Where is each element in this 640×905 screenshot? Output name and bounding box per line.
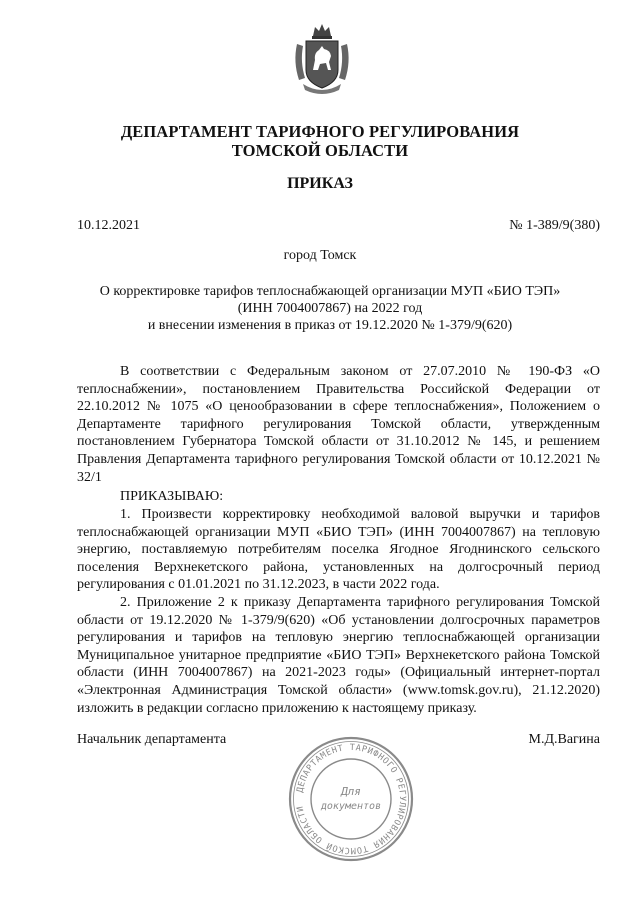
subject-line2: (ИНН 7004007867) на 2022 год (237, 301, 423, 316)
subject-line1: О корректировке тарифов теплоснабжающей организации МУП «БИО ТЭП» (99, 284, 561, 299)
department-title-line2: ТОМСКОЙ ОБЛАСТИ (231, 141, 409, 160)
preamble-paragraph: В соответствии с Федеральным законом от 27.07.2010 № 190-ФЗ «О теплоснабжении», постановлением Правительства Российской Федерации от 22.10.2012 № 1075 «О ценообразовании в сфере теплоснабжения», Положением о Департаменте тарифного регулирования Томской области, утвержденным постановлением Губернатора Томской области от 31.10.2012 № 145, и решением Правления Департамента тарифного регулирования Томской области от 10.12.2021 № 32/1 (77, 364, 600, 485)
stamp-center-line1: Для (341, 785, 361, 798)
order-date: 10.12.2021 (77, 218, 140, 233)
signer-role: Начальник департамента (77, 732, 227, 747)
stamp-ring-text: ДЕПАРТАМЕНТ ТАРИФНОГО РЕГУЛИРОВАНИЯ ТОМСКОЙ ОБЛАСТИ (295, 742, 408, 856)
coat-of-arms-emblem (291, 22, 353, 98)
svg-text:ДЕПАРТАМЕНТ ТАРИФНОГО РЕГУЛИРО (295, 743, 407, 855)
order-subject (60, 283, 600, 334)
signer-name: М.Д.Вагина (528, 732, 600, 747)
official-stamp (287, 735, 415, 863)
city-line: город Томск (283, 248, 357, 263)
document-type-title: ПРИКАЗ (287, 175, 353, 192)
subject-line3: и внесении изменения в приказ от 19.12.2020 № 1-379/9(620) (147, 318, 513, 333)
stamp-center-line2: документов (320, 801, 382, 812)
order-items-block (77, 506, 600, 717)
decree-label: ПРИКАЗЫВАЮ: (120, 489, 224, 504)
order-item-2: 2. Приложение 2 к приказу Департамента тарифного регулирования Томской области от 19.12.2020 № 1-379/9(620) «Об установлении долгосрочных параметров регулирования и тарифов на тепловую энергию теплоснабжающей организации Муниципальное унитарное предприятие «БИО ТЭП» Верхнекетского района Томской области (ИНН 7004007867) на 2021-2023 годы» (Официальный интернет-портал «Электронная Администрация Томской области» (www.tomsk.gov.ru), 21.12.2020) изложить в редакции согласно приложению к настоящему приказу. (77, 594, 600, 716)
department-title (40, 122, 600, 160)
order-item-1: 1. Произвести корректировку необходимой валовой выручки и тарифов теплоснабжающей организации МУП «БИО ТЭП» (ИНН 7004007867) на тепловую энергию, поставляемую потребителям поселка Ягодное Ягоднинского сельского поселения Верхнекетского района, установленных на долгосрочный период регулирования с 01.01.2021 по 31.12.2023, в части 2022 года. (77, 507, 600, 593)
order-number: № 1-389/9(380) (509, 218, 600, 233)
department-title-line1: ДЕПАРТАМЕНТ ТАРИФНОГО РЕГУЛИРОВАНИЯ (120, 122, 520, 141)
preamble-block (77, 363, 600, 486)
